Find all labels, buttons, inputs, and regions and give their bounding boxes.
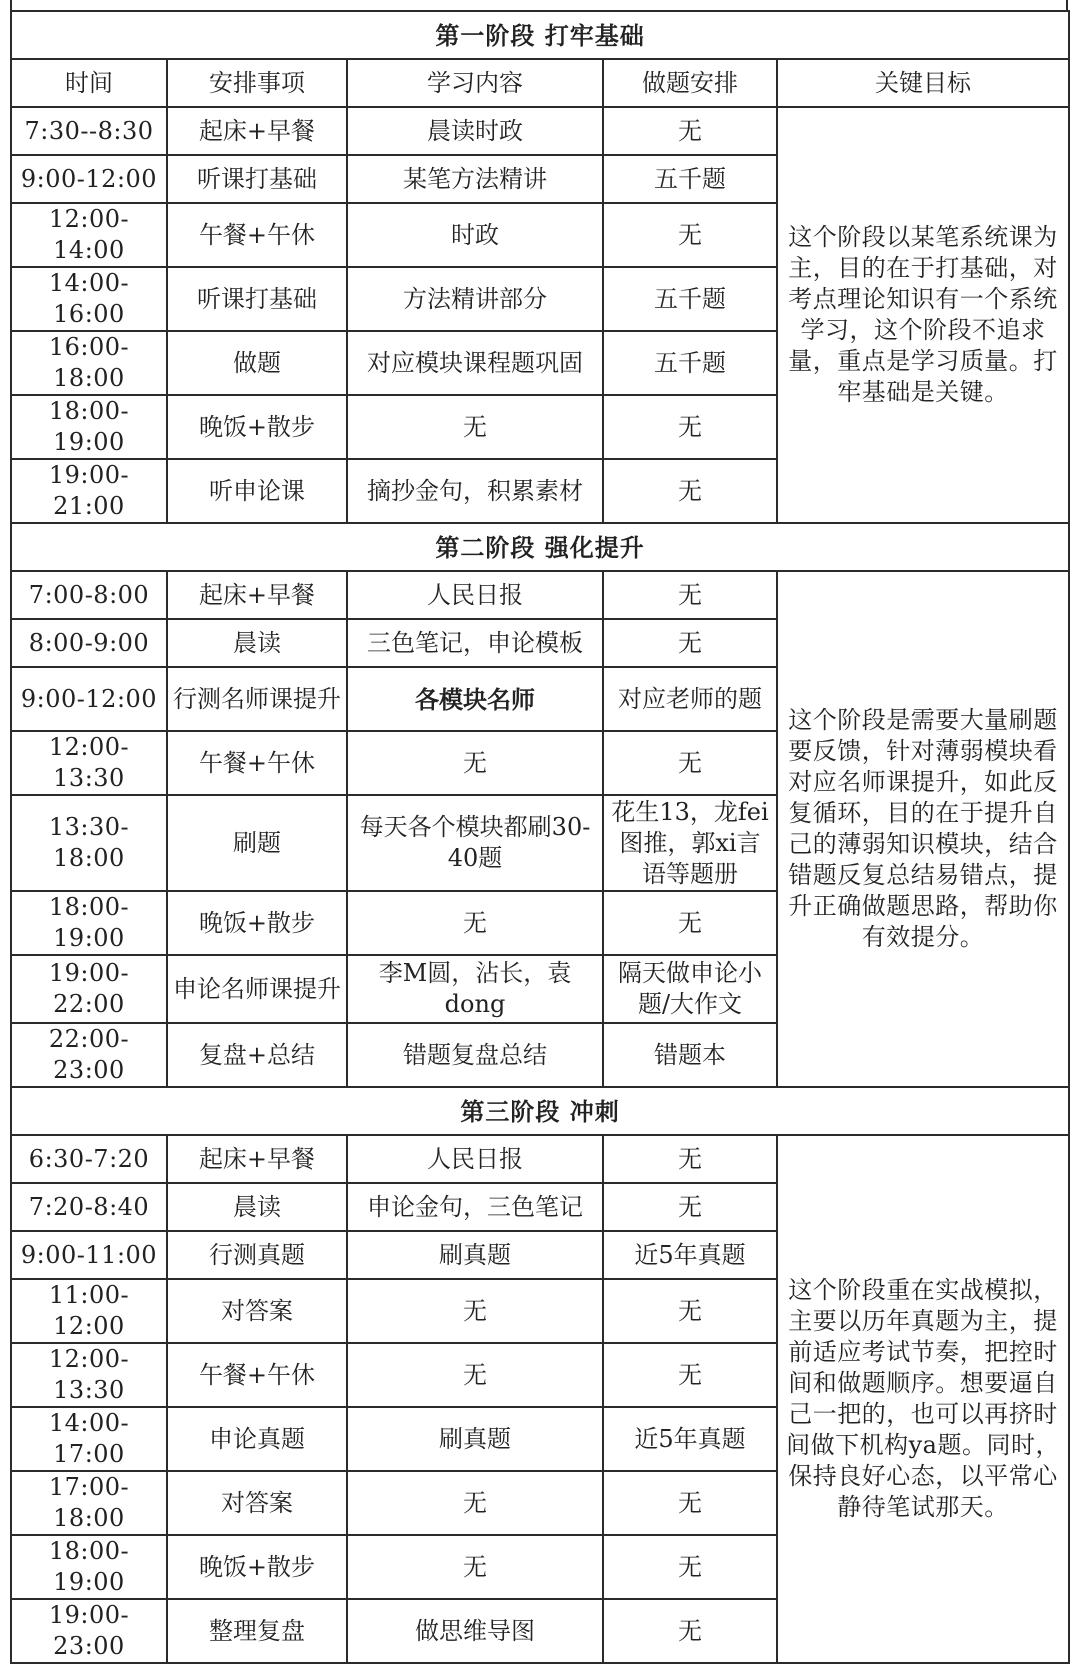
practice-cell: 无	[603, 1599, 777, 1663]
header-study-content: 学习内容	[347, 59, 603, 107]
content-cell: 无	[347, 1471, 603, 1535]
table-row	[11, 571, 1069, 619]
time-cell: 8:00-9:00	[11, 619, 167, 667]
practice-cell: 五千题	[603, 267, 777, 331]
time-cell: 6:30-7:20	[11, 1135, 167, 1183]
time-cell: 7:00-8:00	[11, 571, 167, 619]
activity-cell: 午餐+午休	[167, 203, 347, 267]
practice-cell: 无	[603, 1535, 777, 1599]
content-cell: 无	[347, 1343, 603, 1407]
content-cell: 无	[347, 1279, 603, 1343]
content-cell: 无	[347, 891, 603, 955]
phase-title-row	[11, 11, 1069, 59]
content-cell: 时政	[347, 203, 603, 267]
content-cell: 各模块名师	[347, 667, 603, 731]
practice-cell: 无	[603, 203, 777, 267]
phase-title: 第三阶段 冲刺	[11, 1087, 1069, 1135]
activity-cell: 午餐+午休	[167, 731, 347, 795]
activity-cell: 行测真题	[167, 1231, 347, 1279]
practice-cell: 对应老师的题	[603, 667, 777, 731]
content-cell: 晨读时政	[347, 107, 603, 155]
activity-cell: 起床+早餐	[167, 1135, 347, 1183]
content-cell: 做思维导图	[347, 1599, 603, 1663]
content-cell: 李M圆，沾长，袁dong	[347, 955, 603, 1023]
practice-cell: 五千题	[603, 155, 777, 203]
time-cell: 19:00-23:00	[11, 1599, 167, 1663]
activity-cell: 对答案	[167, 1471, 347, 1535]
table-row	[11, 107, 1069, 155]
practice-cell: 五千题	[603, 331, 777, 395]
activity-cell: 申论名师课提升	[167, 955, 347, 1023]
content-cell: 每天各个模块都刷30-40题	[347, 795, 603, 891]
time-cell: 18:00-19:00	[11, 891, 167, 955]
practice-cell: 无	[603, 1279, 777, 1343]
phase-goal: 这个阶段重在实战模拟，主要以历年真题为主，提前适应考试节奏，把控时间和做题顺序。想要逼自己一把的，也可以再挤时间做下机构ya题。同时，保持良好心态，以平常心静待笔试那天。	[777, 1135, 1069, 1663]
activity-cell: 起床+早餐	[167, 107, 347, 155]
practice-cell: 无	[603, 891, 777, 955]
practice-cell: 无	[603, 1135, 777, 1183]
time-cell: 12:00-13:30	[11, 731, 167, 795]
content-cell: 无	[347, 395, 603, 459]
practice-cell: 花生13，龙fei图推，郭xi言语等题册	[603, 795, 777, 891]
time-cell: 14:00-17:00	[11, 1407, 167, 1471]
content-cell: 申论金句，三色笔记	[347, 1183, 603, 1231]
practice-cell: 近5年真题	[603, 1231, 777, 1279]
practice-cell: 无	[603, 1343, 777, 1407]
practice-cell: 无	[603, 571, 777, 619]
content-cell: 三色笔记，申论模板	[347, 619, 603, 667]
content-cell: 刷真题	[347, 1231, 603, 1279]
table-top-edge	[10, 0, 1068, 10]
practice-cell: 无	[603, 107, 777, 155]
time-cell: 7:20-8:40	[11, 1183, 167, 1231]
content-cell: 对应模块课程题巩固	[347, 331, 603, 395]
content-cell: 无	[347, 1535, 603, 1599]
content-cell: 刷真题	[347, 1407, 603, 1471]
practice-cell: 无	[603, 459, 777, 523]
time-cell: 9:00-11:00	[11, 1231, 167, 1279]
phase-goal: 这个阶段是需要大量刷题要反馈，针对薄弱模块看对应名师课提升，如此反复循环，目的在于提升自己的薄弱知识模块，结合错题反复总结易错点，提升正确做题思路，帮助你有效提分。	[777, 571, 1069, 1087]
time-cell: 11:00-12:00	[11, 1279, 167, 1343]
activity-cell: 整理复盘	[167, 1599, 347, 1663]
study-schedule-table	[10, 10, 1070, 1664]
time-cell: 14:00-16:00	[11, 267, 167, 331]
activity-cell: 晚饭+散步	[167, 395, 347, 459]
activity-cell: 晚饭+散步	[167, 891, 347, 955]
activity-cell: 复盘+总结	[167, 1023, 347, 1087]
activity-cell: 起床+早餐	[167, 571, 347, 619]
phase-title-row	[11, 523, 1069, 571]
content-cell: 方法精讲部分	[347, 267, 603, 331]
phase-title: 第一阶段 打牢基础	[11, 11, 1069, 59]
practice-cell: 隔天做申论小题/大作文	[603, 955, 777, 1023]
time-cell: 18:00-19:00	[11, 1535, 167, 1599]
header-practice: 做题安排	[603, 59, 777, 107]
content-cell: 人民日报	[347, 1135, 603, 1183]
column-header-row	[11, 59, 1069, 107]
time-cell: 9:00-12:00	[11, 155, 167, 203]
table-row	[11, 1135, 1069, 1183]
activity-cell: 对答案	[167, 1279, 347, 1343]
header-key-goal: 关键目标	[777, 59, 1069, 107]
header-time: 时间	[11, 59, 167, 107]
content-cell: 某笔方法精讲	[347, 155, 603, 203]
time-cell: 12:00-13:30	[11, 1343, 167, 1407]
time-cell: 16:00-18:00	[11, 331, 167, 395]
activity-cell: 听申论课	[167, 459, 347, 523]
activity-cell: 午餐+午休	[167, 1343, 347, 1407]
activity-cell: 申论真题	[167, 1407, 347, 1471]
time-cell: 18:00-19:00	[11, 395, 167, 459]
time-cell: 19:00-22:00	[11, 955, 167, 1023]
time-cell: 7:30--8:30	[11, 107, 167, 155]
practice-cell: 无	[603, 395, 777, 459]
practice-cell: 错题本	[603, 1023, 777, 1087]
activity-cell: 晚饭+散步	[167, 1535, 347, 1599]
activity-cell: 做题	[167, 331, 347, 395]
practice-cell: 无	[603, 1471, 777, 1535]
time-cell: 22:00-23:00	[11, 1023, 167, 1087]
content-cell: 错题复盘总结	[347, 1023, 603, 1087]
content-cell: 无	[347, 731, 603, 795]
header-activity: 安排事项	[167, 59, 347, 107]
content-cell: 人民日报	[347, 571, 603, 619]
time-cell: 9:00-12:00	[11, 667, 167, 731]
practice-cell: 近5年真题	[603, 1407, 777, 1471]
practice-cell: 无	[603, 731, 777, 795]
time-cell: 13:30-18:00	[11, 795, 167, 891]
practice-cell: 无	[603, 1183, 777, 1231]
practice-cell: 无	[603, 619, 777, 667]
phase-goal: 这个阶段以某笔系统课为主，目的在于打基础，对考点理论知识有一个系统学习，这个阶段不追求量，重点是学习质量。打牢基础是关键。	[777, 107, 1069, 523]
activity-cell: 听课打基础	[167, 267, 347, 331]
time-cell: 19:00-21:00	[11, 459, 167, 523]
phase-title-row	[11, 1087, 1069, 1135]
phase-title: 第二阶段 强化提升	[11, 523, 1069, 571]
time-cell: 17:00-18:00	[11, 1471, 167, 1535]
activity-cell: 听课打基础	[167, 155, 347, 203]
activity-cell: 晨读	[167, 1183, 347, 1231]
time-cell: 12:00-14:00	[11, 203, 167, 267]
content-cell: 摘抄金句，积累素材	[347, 459, 603, 523]
activity-cell: 刷题	[167, 795, 347, 891]
activity-cell: 晨读	[167, 619, 347, 667]
activity-cell: 行测名师课提升	[167, 667, 347, 731]
